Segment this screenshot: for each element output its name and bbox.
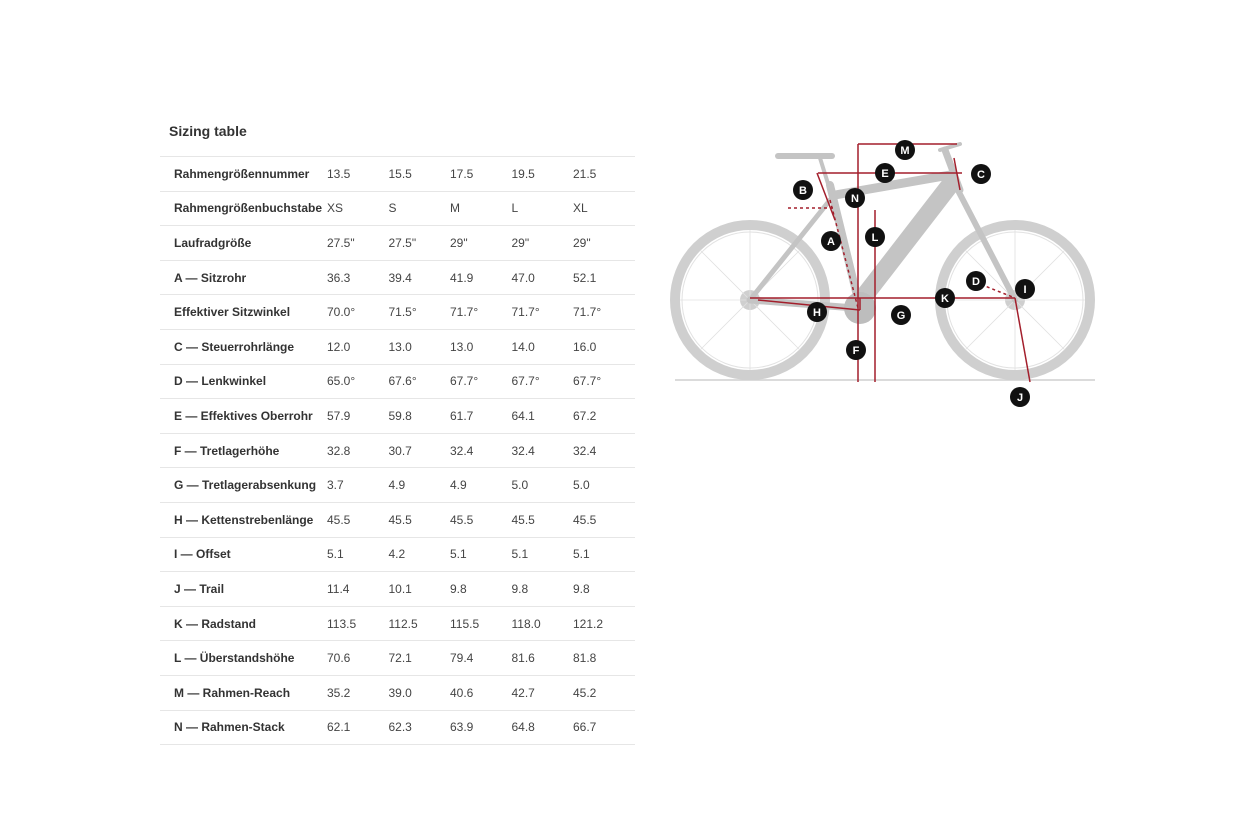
table-cell: 30.7 [388,443,412,458]
table-cell: 9.8 [511,581,529,596]
table-cell: 5.1 [511,547,529,562]
table-cell: 32.8 [327,443,351,458]
table-row [160,538,635,573]
table-cell: 42.7 [511,685,535,700]
table-cell: 35.2 [327,685,351,700]
table-cell: 40.6 [450,685,474,700]
table-cell: 71.7° [450,305,479,320]
table-cell: XS [327,201,344,216]
table-cell: 5.0 [573,478,590,493]
table-row [160,261,635,296]
table-cell: 79.4 [450,651,474,666]
table-cell: 45.5 [388,512,412,527]
table-cell: 121.2 [573,616,604,631]
row-label: A — Sitzrohr [174,270,247,285]
table-row [160,399,635,434]
marker-n [845,188,865,208]
table-row [160,365,635,400]
row-label: E — Effektives Oberrohr [174,408,313,423]
row-label: D — Lenkwinkel [174,374,267,389]
table-cell: 4.9 [388,478,406,493]
svg-text:J: J [1016,392,1024,404]
table-cell: 13.5 [327,166,351,181]
svg-text:A: A [827,236,835,248]
table-cell: 5.0 [511,478,529,493]
row-label: J — Trail [174,581,225,596]
table-cell: 71.7° [511,305,540,320]
table-row [160,157,635,192]
table-row [160,607,635,642]
table-cell: 39.0 [388,685,412,700]
marker-c [971,164,991,184]
table-cell: 15.5 [388,166,412,181]
table-cell: 45.5 [450,512,474,527]
table-cell: 36.3 [327,270,351,285]
table-cell: 9.8 [573,581,590,596]
table-cell: 64.1 [511,408,535,423]
svg-text:F: F [852,345,860,357]
table-cell: 45.2 [573,685,597,700]
table-cell: 39.4 [388,270,412,285]
table-cell: 10.1 [388,581,412,596]
row-label: K — Radstand [174,616,257,631]
table-cell: 67.7° [573,374,602,389]
marker-h [807,302,827,322]
table-row [160,641,635,676]
svg-text:C: C [977,169,985,181]
table-cell: 14.0 [511,339,535,354]
table-cell: S [388,201,397,216]
table-cell: 5.1 [573,547,590,562]
table-cell: 67.2 [573,408,597,423]
table-cell: 12.0 [327,339,351,354]
table-cell: 21.5 [573,166,597,181]
table-cell: 115.5 [450,616,480,631]
table-cell: 45.5 [573,512,597,527]
table-row [160,192,635,227]
table-cell: L [511,201,519,216]
table-cell: 45.5 [511,512,535,527]
table-cell: 62.3 [388,720,412,735]
table-cell: 17.5 [450,166,474,181]
row-label: Rahmengrößenbuchstabe [174,201,323,216]
marker-i [1015,279,1035,299]
row-label: I — Offset [174,547,231,562]
table-cell: 67.7° [450,374,479,389]
table-cell: 5.1 [450,547,467,562]
svg-text:N: N [851,193,859,205]
table-cell: 61.7 [450,408,474,423]
marker-g [891,305,911,325]
table-row [160,711,635,746]
table-cell: 5.1 [327,547,344,562]
table-cell: 32.4 [573,443,597,458]
svg-text:B: B [799,185,807,197]
svg-text:D: D [972,276,980,288]
svg-text:H: H [813,307,821,319]
table-cell: 4.9 [450,478,467,493]
table-cell: 112.5 [388,616,418,631]
row-label: Rahmengrößennummer [174,166,310,181]
table-row [160,434,635,469]
marker-e [875,163,895,183]
table-cell: 67.6° [388,374,417,389]
svg-text:K: K [941,293,949,305]
table-cell: 4.2 [388,547,406,562]
svg-text:I: I [1023,284,1027,296]
table-row [160,468,635,503]
table-cell: 57.9 [327,408,351,423]
table-cell: 70.6 [327,651,351,666]
sizing-table [160,156,635,745]
table-cell: 71.5° [388,305,417,320]
svg-text:G: G [896,310,906,322]
marker-k [935,288,955,308]
table-cell: 70.0° [327,305,356,320]
table-cell: 64.8 [511,720,535,735]
row-label: M — Rahmen-Reach [174,685,291,700]
table-cell: 59.8 [388,408,412,423]
row-label: C — Steuerrohrlänge [174,339,295,354]
marker-j [1010,387,1030,407]
svg-text:M: M [900,145,910,157]
table-cell: 11.4 [327,581,350,596]
table-row [160,572,635,607]
table-cell: 72.1 [388,651,412,666]
table-cell: 3.7 [327,478,344,493]
marker-a [821,231,841,251]
table-row [160,330,635,365]
table-cell: 66.7 [573,720,597,735]
table-cell: M [450,201,460,216]
table-cell: 9.8 [450,581,467,596]
marker-f [846,340,866,360]
bike-geometry-diagram [670,130,1100,415]
table-cell: 67.7° [511,374,540,389]
table-cell: 52.1 [573,270,597,285]
table-cell: 62.1 [327,720,351,735]
marker-l [865,227,885,247]
row-label: L — Überstandshöhe [174,651,295,666]
table-row [160,226,635,261]
table-cell: 41.9 [450,270,474,285]
table-cell: 27.5" [327,235,355,250]
svg-text:L: L [871,232,879,244]
table-cell: 29" [511,235,530,250]
table-cell: XL [573,201,588,216]
table-row [160,503,635,538]
table-cell: 29" [450,235,468,250]
table-row [160,676,635,711]
row-label: Effektiver Sitzwinkel [174,305,291,320]
table-cell: 71.7° [573,305,602,320]
marker-m [895,140,915,160]
table-cell: 27.5" [388,235,417,250]
sizing-table-title: Sizing table [169,123,247,139]
table-cell: 13.0 [450,339,474,354]
row-label: H — Kettenstrebenlänge [174,512,314,527]
svg-text:E: E [881,168,889,180]
row-label: N — Rahmen-Stack [174,720,285,735]
row-label: Laufradgröße [174,235,252,250]
table-cell: 81.6 [511,651,535,666]
table-cell: 16.0 [573,339,597,354]
table-cell: 118.0 [511,616,541,631]
table-cell: 45.5 [327,512,351,527]
table-cell: 32.4 [511,443,535,458]
marker-b [793,180,813,200]
table-cell: 19.5 [511,166,535,181]
row-label: F — Tretlagerhöhe [174,443,280,458]
table-cell: 13.0 [388,339,412,354]
table-row [160,295,635,330]
table-cell: 32.4 [450,443,474,458]
table-cell: 47.0 [511,270,535,285]
table-cell: 29" [573,235,591,250]
table-cell: 65.0° [327,374,356,389]
table-cell: 81.8 [573,651,597,666]
row-label: G — Tretlagerabsenkung [174,478,317,493]
table-cell: 113.5 [327,616,357,631]
table-cell: 63.9 [450,720,474,735]
marker-d [966,271,986,291]
